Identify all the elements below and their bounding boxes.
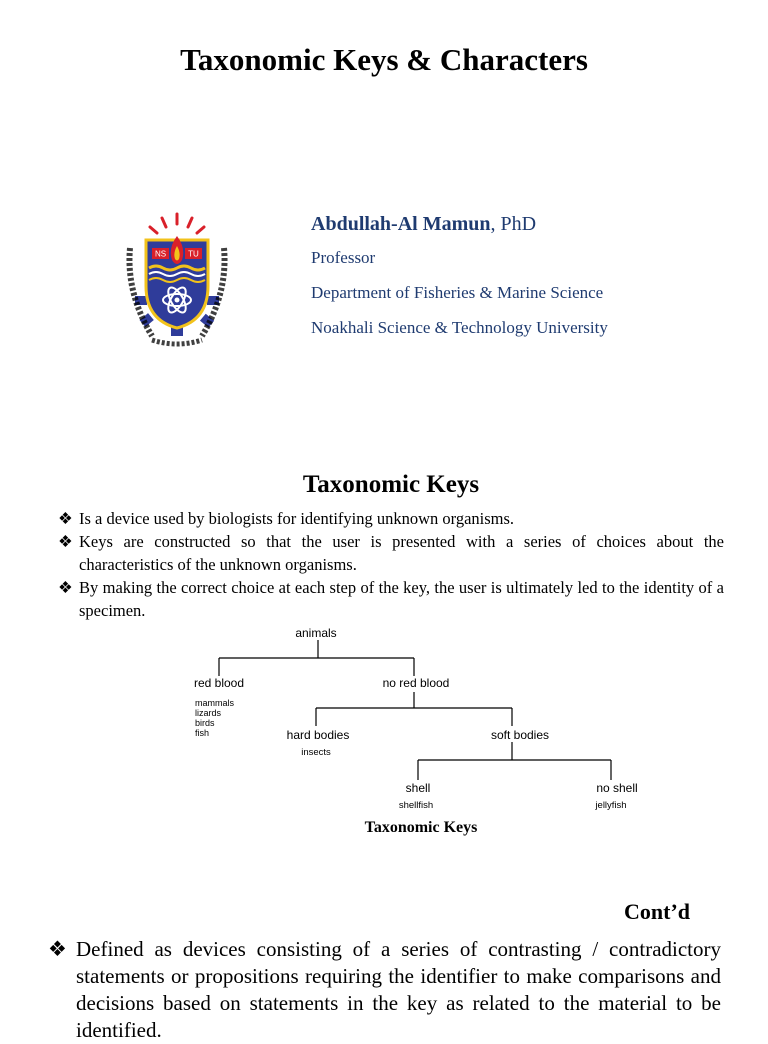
bullet-list [58, 507, 724, 622]
bullet-diamond-icon: ❖ [58, 509, 73, 528]
author-degree: , PhD [490, 213, 537, 235]
author-name: Abdullah-Al Mamun [311, 213, 491, 235]
bullet-diamond-icon: ❖ [58, 578, 73, 597]
list-item: ❖ Defined as devices consisting of a series of contrasting / contradictory statements or propositions requiring the identifier to make comparisons and decisions based on statements in the key as related to the material to be identified. [48, 937, 721, 1042]
list-item: ❖ By making the correct choice at each step of the key, the user is ultimately led to the identity of a specimen. [58, 578, 724, 620]
author-university: Noakhali Science & Technology University [311, 318, 608, 337]
example-lizards: lizards [195, 708, 222, 718]
figure-caption: Taxonomic Keys [364, 819, 478, 836]
author-block [311, 208, 608, 345]
badge-right-text: TU [188, 249, 199, 259]
taxonomic-key-diagram [175, 622, 655, 818]
node-hard-bodies: hard bodies [286, 728, 350, 742]
slide-title: Taxonomic Keys & Characters [180, 42, 588, 77]
definition-paragraph [48, 936, 721, 1044]
example-jellyfish: jellyfish [595, 800, 627, 811]
list-item: ❖ Is a device used by biologists for identifying unknown organisms. [58, 509, 515, 528]
example-insects: insects [301, 747, 331, 758]
bullet-diamond-icon: ❖ [48, 937, 67, 961]
badge-left-text: NS [154, 249, 167, 259]
example-birds: birds [195, 718, 215, 728]
author-department: Department of Fisheries & Marine Science [311, 283, 604, 302]
author-name-line [311, 208, 608, 240]
section-title-contd: Cont’d [624, 899, 691, 924]
bullet-diamond-icon: ❖ [58, 532, 73, 551]
list-item: ❖ Keys are constructed so that the user is presented with a series of choices about the characteristics of the unknown organisms. [58, 532, 724, 574]
node-no-red-blood: no red blood [382, 676, 450, 690]
example-fish: fish [195, 728, 210, 738]
author-position: Professor [311, 248, 376, 267]
node-soft-bodies: soft bodies [490, 728, 550, 742]
example-shellfish: shellfish [398, 800, 434, 811]
university-logo [122, 208, 232, 348]
node-red-blood: red blood [193, 676, 245, 690]
node-animals: animals [295, 626, 337, 640]
node-shell: shell [405, 781, 431, 795]
node-no-shell: no shell [596, 781, 638, 795]
example-mammals: mammals [195, 698, 235, 708]
section-title-taxonomic-keys: Taxonomic Keys [302, 471, 480, 498]
